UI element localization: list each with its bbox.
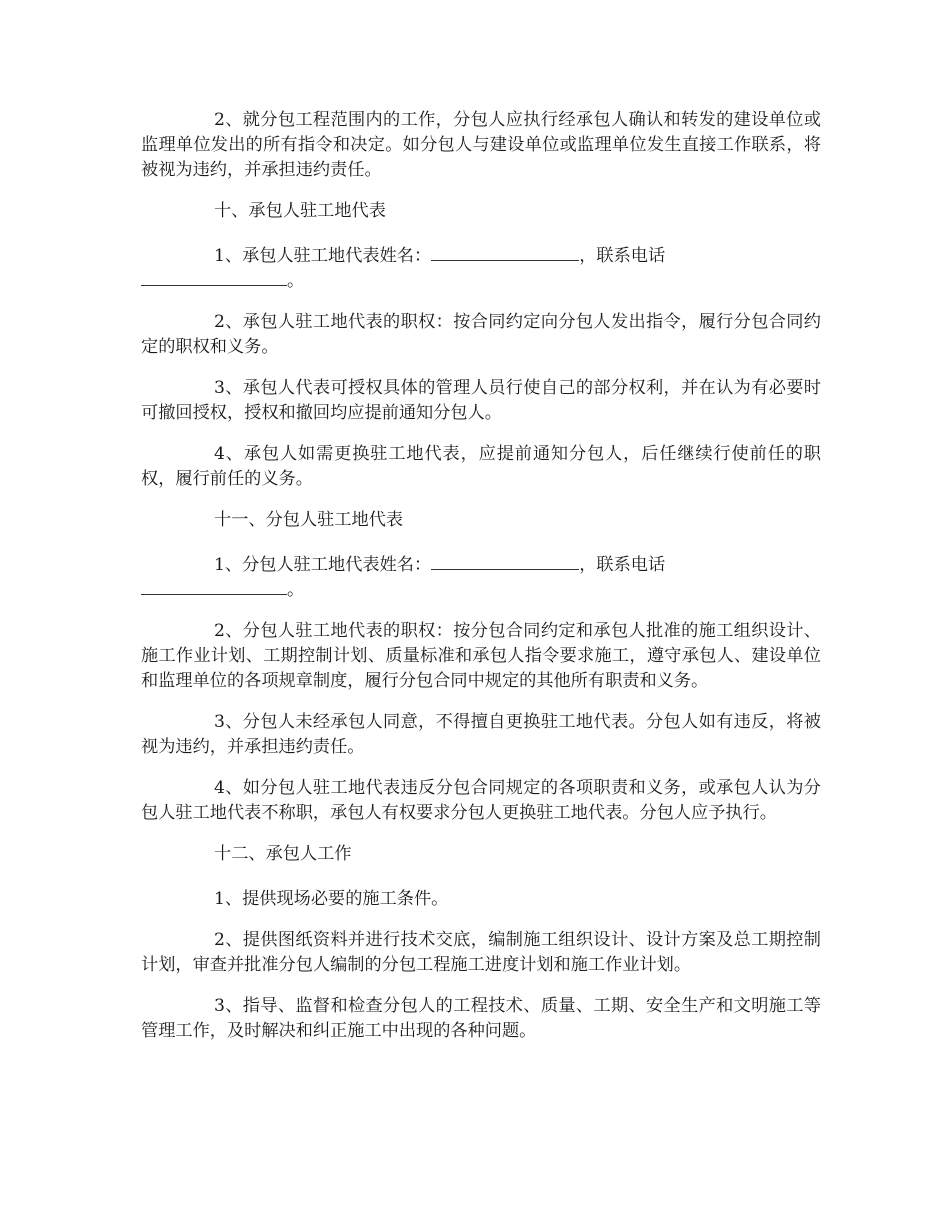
- fill-lead-text: 1、承包人驻工地代表姓名：: [214, 246, 432, 266]
- paragraph-clause-10-4: 4、承包人如需更换驻工地代表，应提前通知分包人，后任继续行使前任的职权，履行前任的义务。: [141, 444, 821, 489]
- fill-mid-text: ，联系电话: [579, 555, 666, 575]
- phone-blank-line: [141, 580, 287, 595]
- paragraph-clause-11-2: 2、分包人驻工地代表的职权：按分包合同约定和承包人批准的施工组织设计、施工作业计划、工期控制计划、质量标准和承包人指令要求施工，遵守承包人、建设单位和监理单位的各项规章制度，履行分包合同中规定的其他所有职责和义务。: [141, 621, 821, 691]
- paragraph-clause-10-2: 2、承包人驻工地代表的职权：按合同约定向分包人发出指令，履行分包合同约定的职权和义务。: [141, 312, 821, 357]
- document-body: [141, 108, 821, 1060]
- fill-end-text: 。: [287, 580, 305, 600]
- section-heading-11: 十一、分包人驻工地代表: [214, 510, 404, 530]
- fill-mid-text: ，联系电话: [579, 246, 666, 266]
- fill-lead-text: 1、分包人驻工地代表姓名：: [214, 555, 432, 575]
- section-heading-10: 十、承包人驻工地代表: [214, 201, 386, 221]
- fill-tail-line: [141, 269, 821, 294]
- paragraph-clause-10-1: [141, 244, 821, 294]
- fill-end-text: 。: [287, 271, 305, 291]
- paragraph-clause-12-2: 2、提供图纸资料并进行技术交底，编制施工组织设计、设计方案及总工期控制计划，审查并批准分包人编制的分包工程施工进度计划和施工作业计划。: [141, 930, 821, 975]
- paragraph-clause-12-1: 1、提供现场必要的施工条件。: [214, 889, 449, 909]
- phone-blank-line: [141, 271, 287, 286]
- paragraph-clause-11-4: 4、如分包人驻工地代表违反分包合同规定的各项职责和义务，或承包人认为分包人驻工地代表不称职，承包人有权要求分包人更换驻工地代表。分包人应予执行。: [141, 778, 821, 823]
- section-heading-12: 十二、承包人工作: [214, 844, 352, 864]
- paragraph-clause-11-1: [141, 553, 821, 603]
- name-blank-line: [431, 555, 579, 570]
- paragraph-clause-11-3: 3、分包人未经承包人同意，不得擅自更换驻工地代表。分包人如有违反，将被视为违约，并承担违约责任。: [141, 712, 821, 757]
- paragraph-clause-9-2: 2、就分包工程范围内的工作，分包人应执行经承包人确认和转发的建设单位或监理单位发出的所有指令和决定。如分包人与建设单位或监理单位发生直接工作联系，将被视为违约，并承担违约责任。: [141, 110, 821, 180]
- fill-tail-line: [141, 578, 821, 603]
- name-blank-line: [431, 246, 579, 261]
- paragraph-clause-12-3: 3、指导、监督和检查分包人的工程技术、质量、工期、安全生产和文明施工等管理工作，及时解决和纠正施工中出现的各种问题。: [141, 996, 821, 1041]
- paragraph-clause-10-3: 3、承包人代表可授权具体的管理人员行使自己的部分权利，并在认为有必要时可撤回授权，授权和撤回均应提前通知分包人。: [141, 378, 821, 423]
